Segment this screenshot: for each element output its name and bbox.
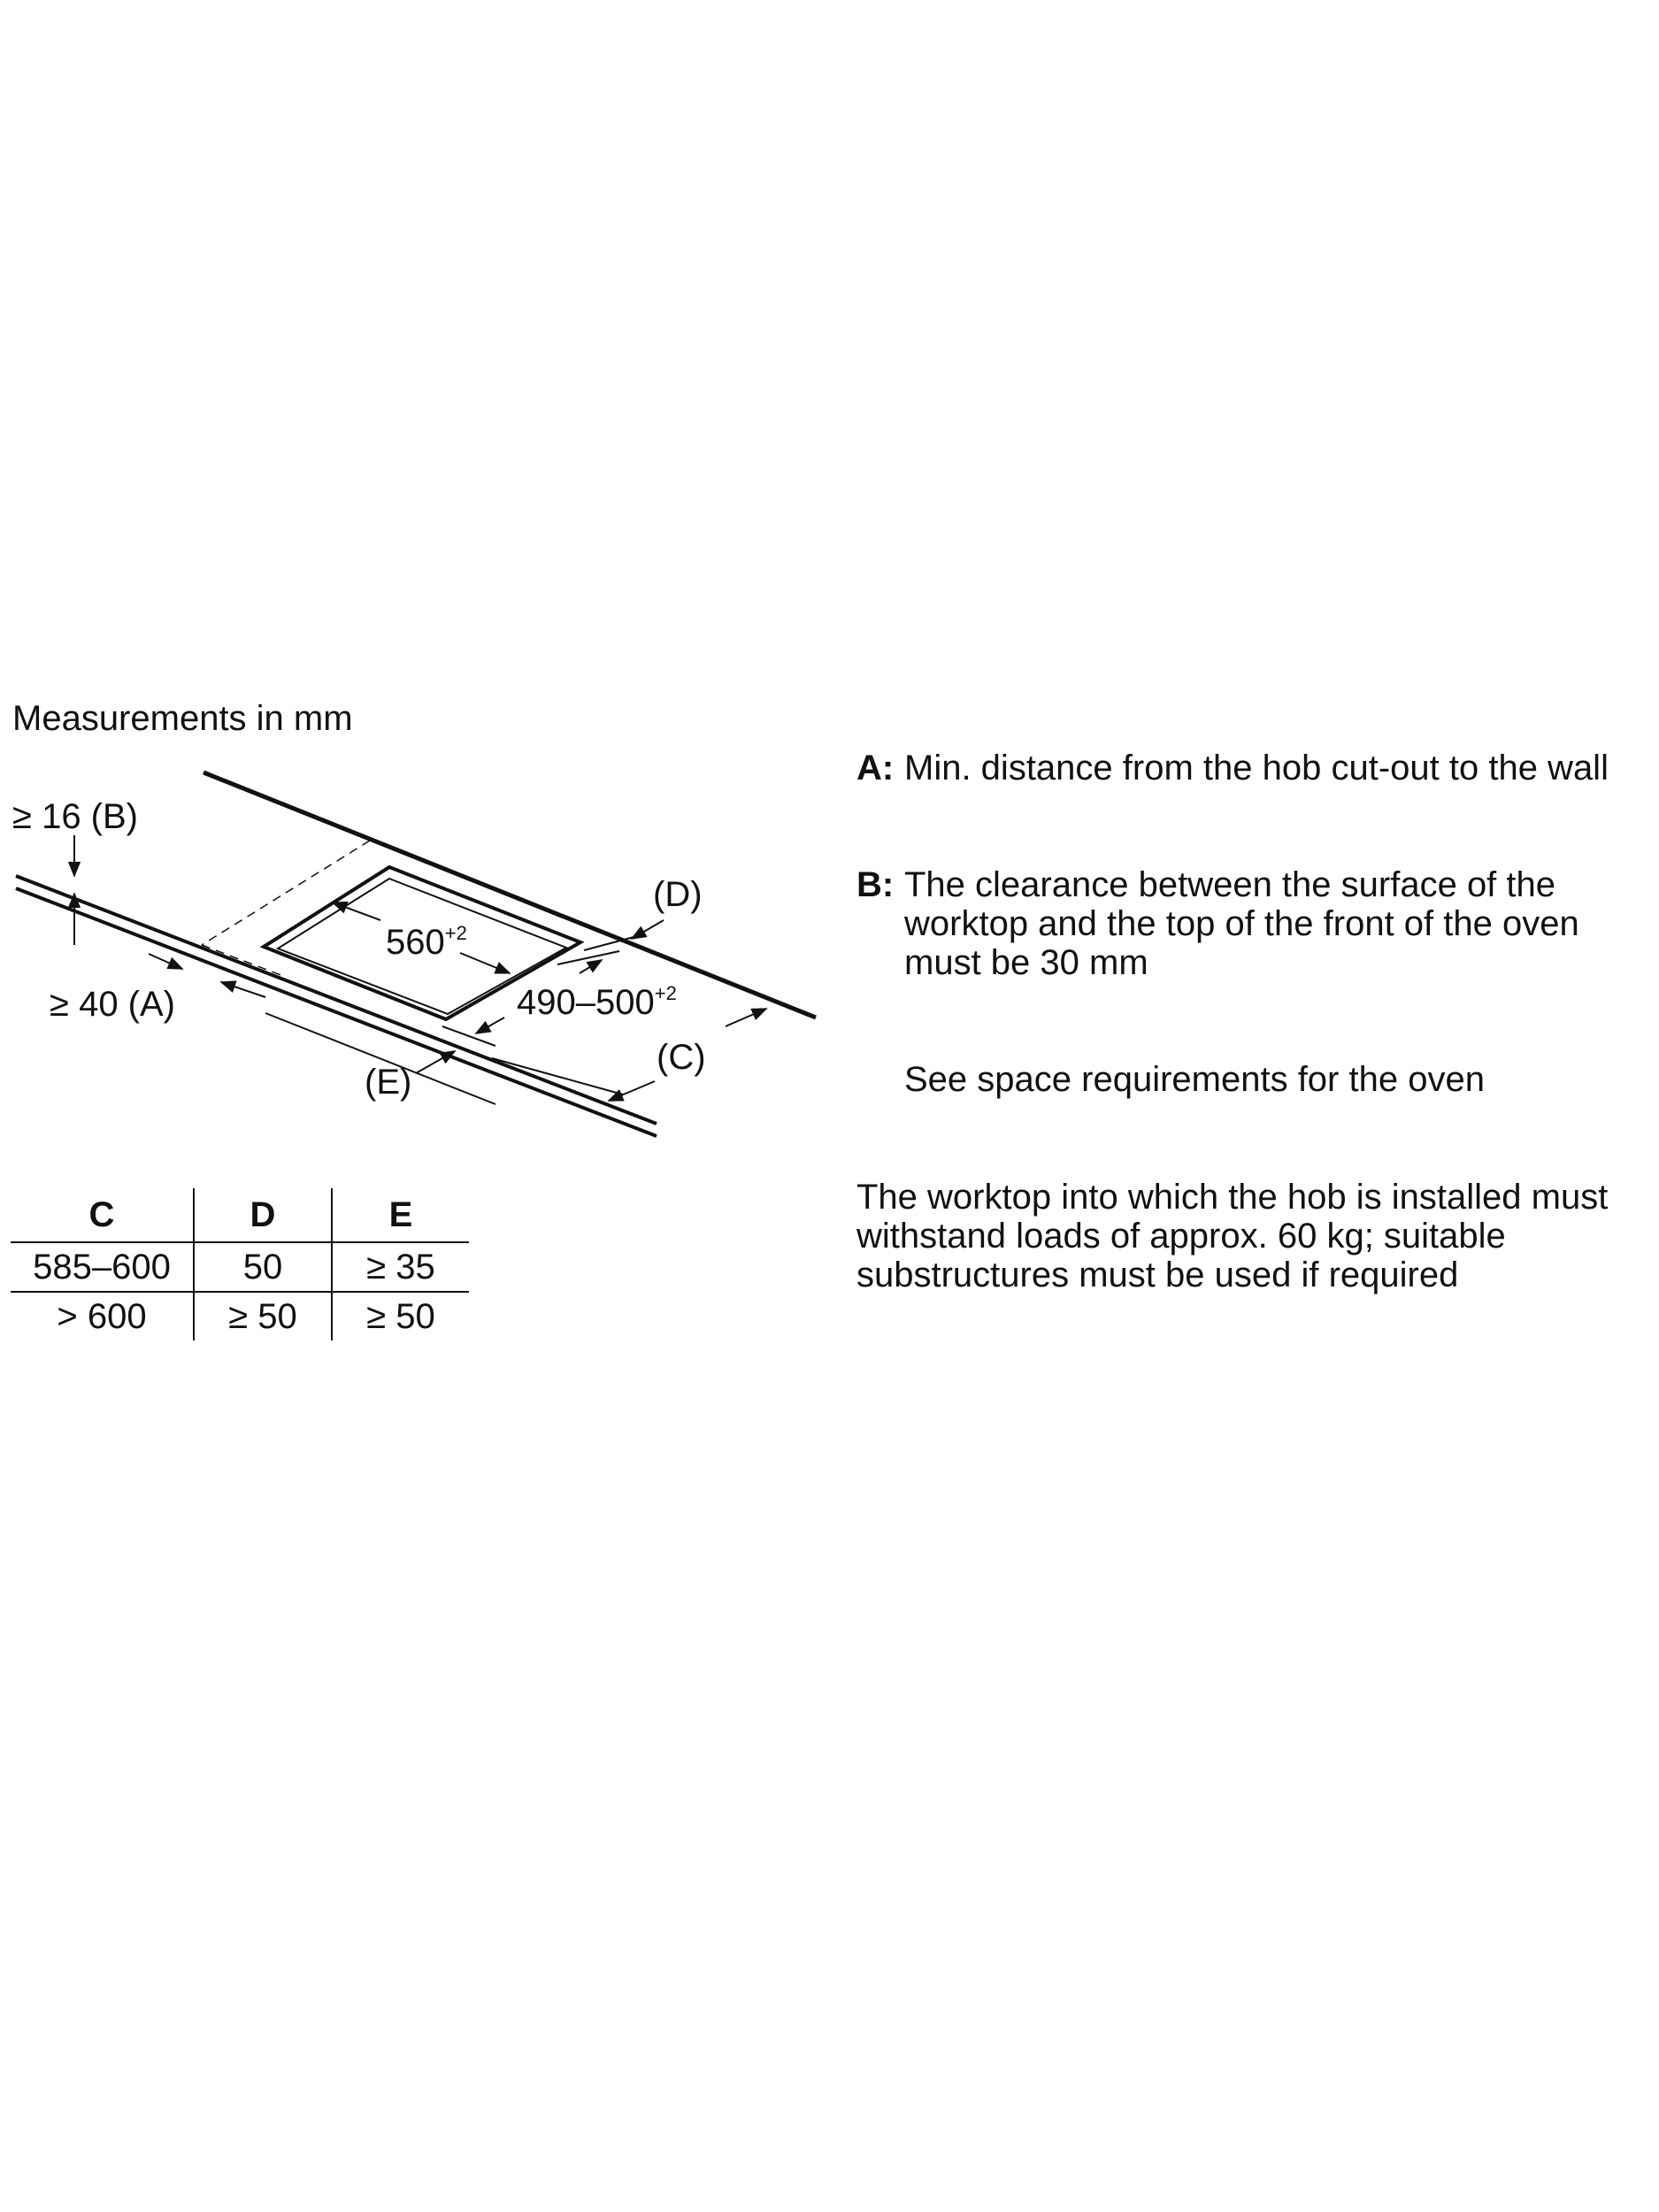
d-arrow xyxy=(632,920,664,939)
width-arrow-right xyxy=(460,953,510,973)
cell-c: 585–600 xyxy=(11,1242,194,1292)
cell-e: ≥ 50 xyxy=(366,1296,435,1336)
legend-b-key: B: xyxy=(856,865,895,904)
c-ext-bottom xyxy=(492,1058,623,1094)
cell-c: > 600 xyxy=(11,1292,194,1340)
width-arrow-left xyxy=(333,902,380,920)
dim-depth-value: 490–500 xyxy=(517,983,655,1022)
legend-a-key: A: xyxy=(856,749,895,787)
dim-width-value: 560 xyxy=(386,923,445,962)
depth-arrow-bottom xyxy=(476,1018,504,1033)
wall-edge-line xyxy=(204,772,816,1018)
clearance-table xyxy=(11,1188,469,1340)
a-arrow-right xyxy=(221,982,265,997)
space-requirements-note: See space requirements for the oven xyxy=(904,1060,1485,1099)
header-c: C xyxy=(11,1188,194,1242)
a-arrow-left xyxy=(149,954,182,969)
measurements-title: Measurements in mm xyxy=(12,699,353,738)
header-d: D xyxy=(194,1188,332,1242)
label-e: (E) xyxy=(365,1063,412,1102)
dim-width-tolerance: +2 xyxy=(444,922,467,944)
legend-a xyxy=(856,749,1635,787)
e-arrow xyxy=(416,1051,455,1073)
table-header-row xyxy=(11,1188,469,1242)
load-note: The worktop into which the hob is installed must withstand loads of approx. 60 kg; suitable substructures must be used if required xyxy=(856,1178,1609,1294)
c-arrow-top xyxy=(726,1009,766,1026)
dim-width-label xyxy=(386,922,467,962)
cell-d: ≥ 50 xyxy=(194,1292,332,1340)
dim-depth-label xyxy=(517,982,677,1022)
table-row xyxy=(11,1292,469,1340)
table-row xyxy=(11,1242,469,1292)
legend-b xyxy=(856,865,1635,982)
legend-b-text: The clearance between the surface of the worktop and the top of the front of the oven must be 30 mm xyxy=(904,865,1579,982)
label-d: (D) xyxy=(653,875,703,914)
depth-arrow-top xyxy=(580,960,602,973)
header-e: E xyxy=(388,1194,413,1234)
cell-e: ≥ 35 xyxy=(332,1242,469,1292)
oven-dashed-line xyxy=(202,841,370,945)
label-a: ≥ 40 (A) xyxy=(50,985,175,1024)
label-c: (C) xyxy=(657,1038,706,1077)
dim-depth-tolerance: +2 xyxy=(654,982,677,1004)
depth-ext-top xyxy=(557,951,619,964)
label-b: ≥ 16 (B) xyxy=(12,797,138,836)
legend-a-text: Min. distance from the hob cut-out to the wall xyxy=(904,749,1609,787)
c-arrow-bottom xyxy=(609,1081,655,1101)
cell-d: 50 xyxy=(194,1242,332,1292)
